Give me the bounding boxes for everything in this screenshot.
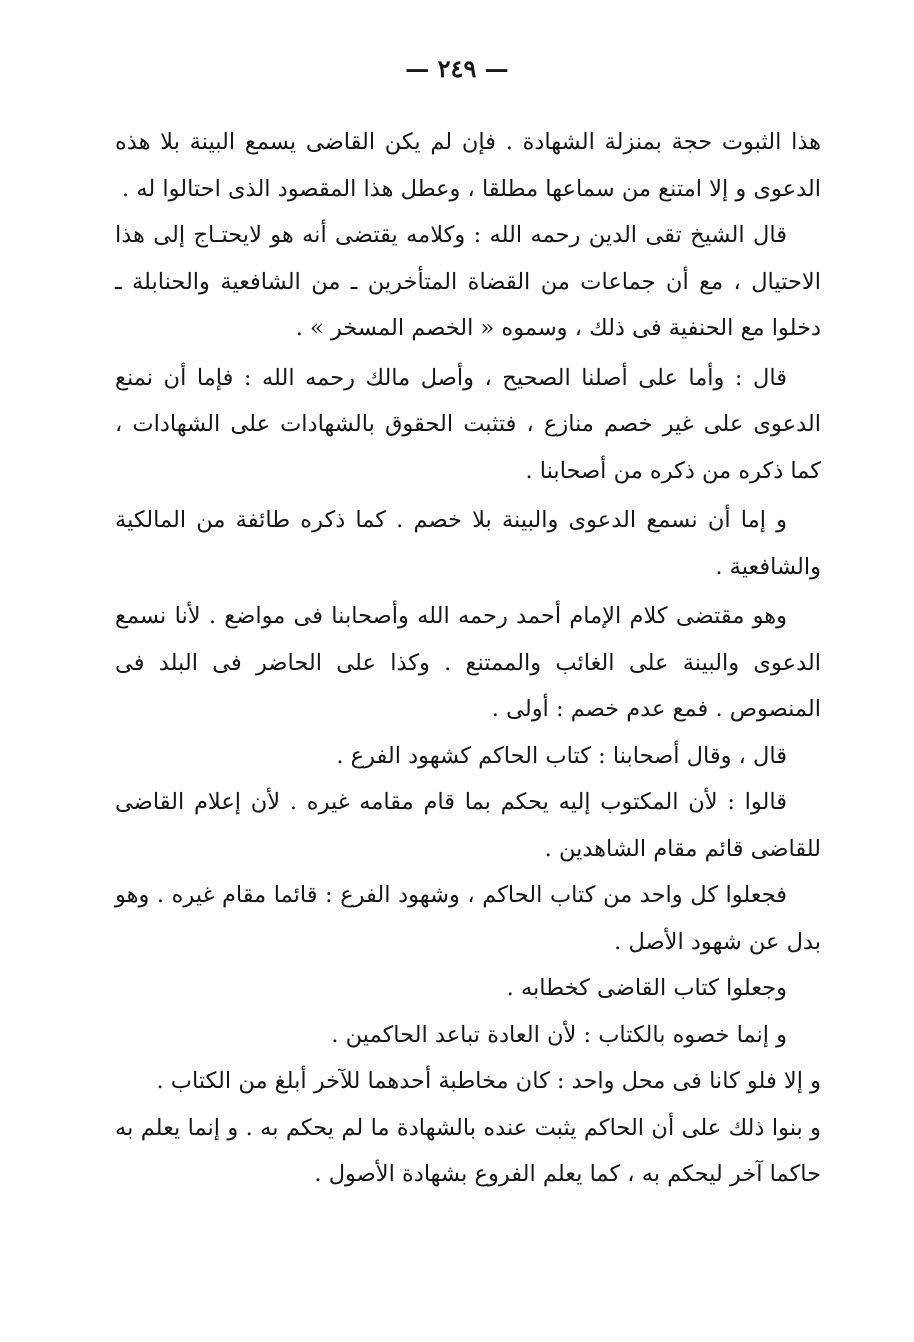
- paragraph-8: فجعلوا كل واحد من كتاب الحاكم ، وشهود الفرع : قائما مقام غيره . وهو بدل عن شهود الأصل .: [115, 882, 821, 955]
- paragraph-2: قال الشيخ تقى الدين رحمه الله : وكلامه يقتضى أنه هو لايحتـاج إلى هذا الاحتيال ، مع أن جماعات من القضاة المتأخرين ـ من الشافعية والحنابلة ـ دخلوا مع الحنفية فى ذلك ، وسموه « الخصم المسخر » .: [115, 222, 821, 341]
- paragraph-7: قالوا : لأن المكتوب إليه يحكم بما قام مقامه غيره . لأن إعلام القاضى للقاضى قائم مقام الشاهدين .: [115, 789, 821, 862]
- paragraph-10: و إنما خصوه بالكتاب : لأن العادة تباعد الحاكمين .: [331, 1021, 787, 1048]
- page-body-text: [115, 119, 821, 1198]
- page-number: — ٢٤٩ —: [405, 54, 509, 83]
- paragraph-9: وجعلوا كتاب القاضى كخطابه .: [506, 975, 787, 1001]
- paragraph-1: هذا الثبوت حجة بمنزلة الشهادة . فإن لم يكن القاضى يسمع البينة بلا هذه الدعوى و إلا امتنع من سماعها مطلقا ، وعطل هذا المقصود الذى احتالوا له .: [115, 129, 821, 202]
- paragraph-4: و إما أن نسمع الدعوى والبينة بلا خصم . كما ذكره طائفة من المالكية والشافعية .: [115, 507, 821, 580]
- paragraph-5: وهو مقتضى كلام الإمام أحمد رحمه الله وأصحابنا فى مواضع . لأنا نسمع الدعوى والبينة على الغائب والممتنع . وكذا على الحاضر فى البلد فى المنصوص . فمع عدم خصم : أولى .: [115, 603, 821, 722]
- paragraph-11: و إلا فلو كانا فى محل واحد : كان مخاطبة أحدهما للآخر أبلغ من الكتاب .: [156, 1068, 821, 1094]
- paragraph-6: قال ، وقال أصحابنا : كتاب الحاكم كشهود الفرع .: [336, 742, 787, 769]
- paragraph-12: و بنوا ذلك على أن الحاكم يثبت عنده بالشهادة ما لم يحكم به . و إنما يعلم به حاكما آخر ليحكم به ، كما يعلم الفروع بشهادة الأصول .: [115, 1114, 821, 1187]
- paragraph-3: قال : وأما على أصلنا الصحيح ، وأصل مالك رحمه الله : فإما أن نمنع الدعوى على غير خصم منازع ، فتثبت الحقوق بالشهادات على الشهادات ، كما ذكره من ذكره من أصحابنا .: [115, 364, 821, 484]
